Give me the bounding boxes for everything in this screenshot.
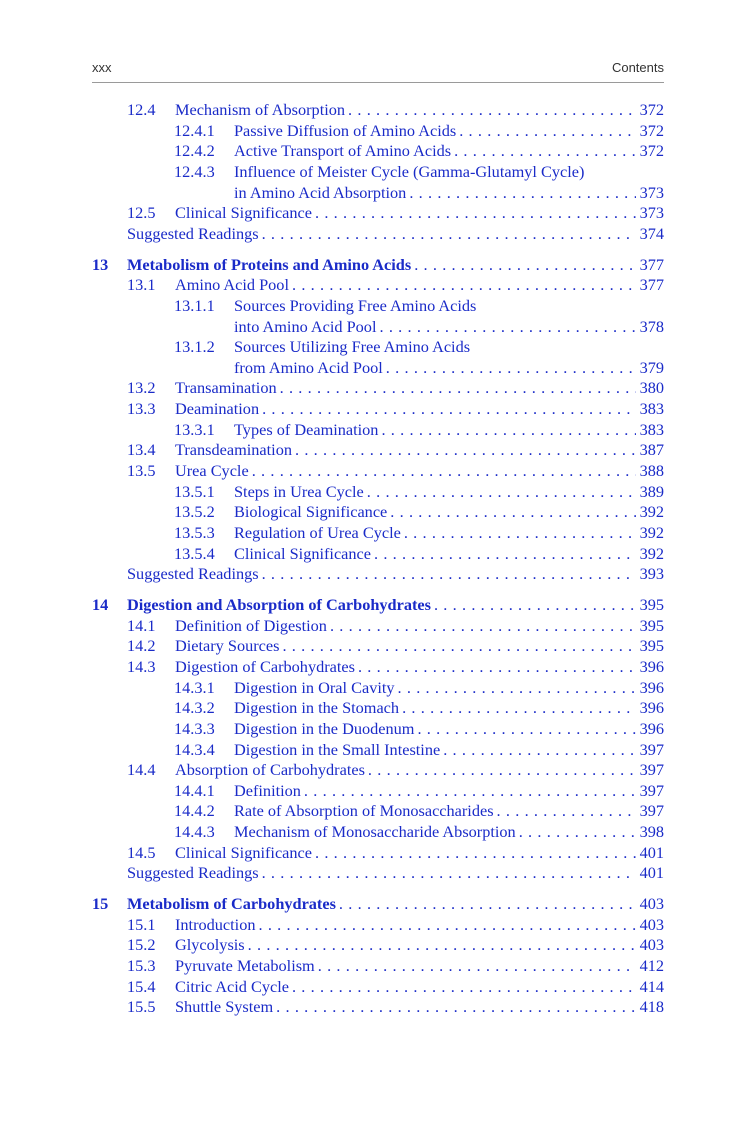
- toc-entry[interactable]: [174, 121, 664, 141]
- toc-page-number: 372: [639, 100, 664, 119]
- toc-section-number: 13.1: [127, 275, 156, 295]
- toc-section-number: 15.2: [127, 935, 156, 955]
- toc-section-number: 13.5.2: [174, 502, 215, 522]
- toc-section-number: 14.5: [127, 842, 156, 862]
- dot-leader: [390, 502, 635, 522]
- toc-section-number: 15.5: [127, 997, 156, 1017]
- toc-section-number: 14.3.3: [174, 718, 215, 738]
- toc-section-title: into Amino Acid Pool: [234, 316, 377, 336]
- dot-leader: [262, 564, 636, 584]
- toc-entry[interactable]: [127, 935, 664, 955]
- toc-page-number: 392: [639, 523, 664, 542]
- dot-leader: [443, 740, 635, 760]
- toc-section-title: Pyruvate Metabolism: [175, 956, 315, 975]
- dot-leader: [262, 863, 636, 883]
- toc-section-number: 13.3.1: [174, 419, 215, 439]
- toc-section-number: 13.5.3: [174, 523, 215, 542]
- toc-page-number: 373: [639, 203, 664, 223]
- dot-leader: [292, 275, 636, 295]
- toc-section-title: Influence of Meister Cycle (Gamma-Glutamyl Cycle): [234, 161, 585, 181]
- toc-entry[interactable]: [174, 141, 664, 161]
- toc-section-number: 13.1.2: [174, 337, 215, 357]
- toc-page-number: 388: [639, 461, 664, 481]
- dot-leader: [304, 781, 636, 801]
- toc-entry[interactable]: [234, 317, 664, 337]
- dot-leader: [459, 121, 635, 141]
- dot-leader: [417, 719, 635, 739]
- dot-leader: [330, 616, 636, 636]
- toc-section-title: from Amino Acid Pool: [234, 357, 383, 377]
- toc-section-title: Active Transport of Amino Acids: [234, 141, 452, 161]
- toc-section-number: 12.4.3: [174, 161, 215, 181]
- toc-entry[interactable]: [174, 678, 664, 698]
- toc-section-title: Transamination: [175, 378, 277, 398]
- toc-section-title: in Amino Acid Absorption: [234, 182, 407, 202]
- toc-entry[interactable]: [174, 162, 664, 182]
- dot-leader: [258, 915, 635, 935]
- toc-page-number: 396: [639, 718, 664, 738]
- toc-page-number: 372: [639, 120, 664, 140]
- toc-page-number: 393: [639, 564, 664, 584]
- toc-section-title: Shuttle System: [175, 997, 274, 1017]
- dot-leader: [367, 482, 636, 502]
- toc-entry[interactable]: [127, 956, 664, 976]
- toc-section-number: 14.3.2: [174, 698, 215, 718]
- toc-section-title: Types of Deamination: [234, 419, 379, 439]
- dot-leader: [381, 420, 635, 440]
- toc-section-title: Metabolism of Proteins and Amino Acids: [127, 254, 412, 274]
- toc-section-title: Suggested Readings: [127, 564, 259, 584]
- toc-section-number: 14.4.1: [174, 780, 215, 800]
- toc-section-number: 15.3: [127, 956, 156, 975]
- toc-entry[interactable]: [174, 544, 664, 564]
- toc-section-title: Transdeamination: [175, 440, 292, 460]
- dot-leader: [276, 997, 635, 1017]
- toc-section-title: Clinical Significance: [175, 842, 312, 862]
- toc-entry[interactable]: [127, 760, 664, 780]
- toc-page-number: 397: [639, 760, 664, 780]
- toc-entry[interactable]: [174, 698, 664, 718]
- toc-page-number: 403: [639, 935, 664, 955]
- toc-entry[interactable]: [174, 719, 664, 739]
- dot-leader: [339, 894, 636, 914]
- toc-section-title: Digestion and Absorption of Carbohydrates: [127, 594, 431, 614]
- toc-entry[interactable]: [174, 482, 664, 502]
- toc-entry[interactable]: [174, 296, 664, 316]
- toc-page-number: 392: [639, 502, 664, 522]
- toc-section-title: Urea Cycle: [175, 461, 249, 481]
- toc-section-title: Dietary Sources: [175, 636, 280, 656]
- dot-leader: [252, 461, 636, 481]
- toc-entry[interactable]: [174, 822, 664, 842]
- dot-leader: [409, 183, 635, 203]
- toc-page-number: 395: [639, 636, 664, 656]
- toc-section-title: Digestion in the Duodenum: [234, 718, 415, 738]
- toc-entry[interactable]: [127, 636, 664, 656]
- toc-section-number: 14.3: [127, 656, 156, 676]
- toc-page-number: 398: [639, 822, 664, 842]
- toc-page-number: 396: [639, 656, 664, 676]
- dot-leader: [386, 358, 636, 378]
- toc-entry[interactable]: [127, 203, 664, 223]
- toc-section-title: Introduction: [175, 914, 256, 934]
- dot-leader: [374, 544, 636, 564]
- toc-page-number: 373: [639, 182, 664, 202]
- toc-section-number: 15.4: [127, 976, 156, 996]
- dot-leader: [379, 317, 635, 337]
- toc-page-number: 412: [639, 956, 664, 975]
- toc-section-title: Definition of Digestion: [175, 615, 327, 635]
- toc-entry[interactable]: [127, 275, 664, 295]
- toc-entry[interactable]: [127, 399, 664, 419]
- dot-leader: [262, 399, 635, 419]
- toc-page-number: 374: [639, 223, 664, 243]
- toc-entry[interactable]: [127, 378, 664, 398]
- dot-leader: [348, 100, 636, 120]
- toc-entry[interactable]: [174, 523, 664, 543]
- toc-page-number: 372: [639, 141, 664, 161]
- dot-leader: [454, 141, 635, 161]
- toc-section-number: 14.2: [127, 636, 156, 656]
- toc-page-number: 397: [639, 780, 664, 800]
- toc-entry[interactable]: [174, 781, 664, 801]
- toc-section-title: Definition: [234, 780, 301, 800]
- toc-entry[interactable]: [127, 224, 664, 244]
- toc-page-number: 392: [639, 543, 664, 563]
- dot-leader: [434, 595, 636, 615]
- toc-page-number: 418: [639, 997, 664, 1017]
- dot-leader: [262, 224, 636, 244]
- toc-section-number: 13.5.4: [174, 543, 215, 563]
- toc-section-title: Digestion in the Stomach: [234, 698, 400, 718]
- toc-page-number: 396: [639, 698, 664, 718]
- toc-section-number: 12.4.1: [174, 120, 215, 140]
- toc-page-number: 389: [639, 481, 664, 501]
- toc-section-title: Amino Acid Pool: [175, 275, 289, 295]
- toc-section-title: Digestion in the Small Intestine: [234, 739, 441, 759]
- toc-section-number: 13: [92, 254, 109, 274]
- toc-entry[interactable]: [127, 997, 664, 1017]
- toc-section-title: Clinical Significance: [175, 203, 312, 223]
- toc-page-number: 396: [639, 677, 664, 697]
- toc-entry[interactable]: [174, 337, 664, 357]
- page-number-label: xxx: [92, 60, 112, 75]
- dot-leader: [398, 678, 636, 698]
- toc-section-number: 13.4: [127, 440, 156, 460]
- toc-section-number: 14.1: [127, 615, 156, 635]
- dot-leader: [414, 255, 635, 275]
- toc-chapter-entry[interactable]: [92, 894, 664, 914]
- toc-section-number: 14.4.3: [174, 822, 215, 842]
- toc-page-number: 395: [639, 615, 664, 635]
- toc-entry[interactable]: [174, 420, 664, 440]
- dot-leader: [404, 523, 636, 543]
- toc-page-number: 379: [639, 357, 664, 377]
- toc-section-title: Absorption of Carbohydrates: [175, 760, 365, 780]
- toc-entry[interactable]: [174, 502, 664, 522]
- toc-section-number: 12.4: [127, 100, 156, 119]
- toc-page-number: 397: [639, 739, 664, 759]
- dot-leader: [295, 440, 636, 460]
- toc-page-number: 403: [639, 894, 664, 914]
- toc-page-number: 401: [639, 863, 664, 883]
- toc-section-title: Regulation of Urea Cycle: [234, 523, 401, 542]
- dot-leader: [497, 801, 636, 821]
- dot-leader: [315, 843, 636, 863]
- running-section-title: Contents: [611, 60, 664, 75]
- dot-leader: [318, 956, 636, 976]
- toc-section-title: Passive Diffusion of Amino Acids: [234, 120, 457, 140]
- dot-leader: [368, 760, 636, 780]
- toc-section-number: 14: [92, 594, 109, 614]
- toc-section-number: 14.4: [127, 760, 156, 780]
- toc-section-title: Steps in Urea Cycle: [234, 481, 364, 501]
- toc-page-number: 403: [639, 914, 664, 934]
- toc-section-title: Glycolysis: [175, 935, 245, 955]
- toc-entry[interactable]: [127, 100, 664, 120]
- toc-page-number: 395: [639, 594, 664, 614]
- toc-entry[interactable]: [234, 183, 664, 203]
- toc-entry[interactable]: [127, 564, 664, 584]
- toc-section-title: Sources Providing Free Amino Acids: [234, 295, 477, 315]
- toc-page-number: 387: [639, 440, 664, 460]
- running-header: [92, 58, 664, 83]
- toc-page-number: 401: [639, 842, 664, 862]
- toc-page-number: 380: [639, 378, 664, 398]
- toc-page-number: 414: [639, 976, 664, 996]
- toc-section-title: Deamination: [175, 399, 260, 419]
- toc-entry[interactable]: [127, 977, 664, 997]
- toc-entry[interactable]: [174, 801, 664, 821]
- toc-section-title: Digestion of Carbohydrates: [175, 656, 355, 676]
- toc-section-number: 12.4.2: [174, 141, 215, 161]
- toc-page-number: 383: [639, 399, 664, 419]
- dot-leader: [248, 935, 636, 955]
- toc-section-title: Metabolism of Carbohydrates: [127, 894, 336, 914]
- toc-section-number: 12.5: [127, 203, 156, 223]
- dot-leader: [358, 657, 636, 677]
- toc-section-number: 13.3: [127, 399, 156, 419]
- toc-section-title: Mechanism of Absorption: [175, 100, 346, 119]
- toc-section-title: Rate of Absorption of Monosaccharides: [234, 801, 494, 821]
- dot-leader: [282, 636, 635, 656]
- toc-page-number: 377: [639, 254, 664, 274]
- toc-entry[interactable]: [127, 461, 664, 481]
- dot-leader: [280, 378, 636, 398]
- toc-section-title: Clinical Significance: [234, 543, 371, 563]
- toc-section-number: 14.3.1: [174, 677, 215, 697]
- toc-section-title: Biological Significance: [234, 502, 388, 522]
- toc-section-title: Mechanism of Monosaccharide Absorption: [234, 822, 516, 842]
- toc-entry[interactable]: [174, 740, 664, 760]
- toc-entry[interactable]: [127, 440, 664, 460]
- toc-chapter-entry[interactable]: [92, 595, 664, 615]
- toc-section-title: Citric Acid Cycle: [175, 976, 289, 996]
- dot-leader: [519, 822, 636, 842]
- toc-section-number: 13.5: [127, 461, 156, 481]
- toc-page-number: 378: [639, 316, 664, 336]
- toc-entry[interactable]: [127, 657, 664, 677]
- dot-leader: [315, 203, 636, 223]
- toc-entry[interactable]: [127, 863, 664, 883]
- dot-leader: [292, 977, 636, 997]
- toc-section-title: Digestion in Oral Cavity: [234, 677, 395, 697]
- toc-section-number: 14.3.4: [174, 739, 215, 759]
- toc-page-number: 397: [639, 801, 664, 821]
- toc-section-number: 14.4.2: [174, 801, 215, 821]
- toc-page-number: 377: [639, 275, 664, 295]
- toc-section-number: 13.2: [127, 378, 156, 398]
- toc-section-number: 15: [92, 894, 109, 914]
- toc-section-number: 13.1.1: [174, 295, 215, 315]
- dot-leader: [402, 698, 636, 718]
- toc-entry[interactable]: [234, 358, 664, 378]
- toc-chapter-entry[interactable]: [92, 255, 664, 275]
- toc-section-number: 13.5.1: [174, 481, 215, 501]
- toc-entry[interactable]: [127, 843, 664, 863]
- toc-entry[interactable]: [127, 616, 664, 636]
- toc-page-number: 383: [639, 419, 664, 439]
- toc-section-number: 15.1: [127, 914, 156, 934]
- toc-section-title: Suggested Readings: [127, 223, 259, 243]
- toc-section-title: Sources Utilizing Free Amino Acids: [234, 337, 471, 357]
- toc-entry[interactable]: [127, 915, 664, 935]
- toc-section-title: Suggested Readings: [127, 863, 259, 883]
